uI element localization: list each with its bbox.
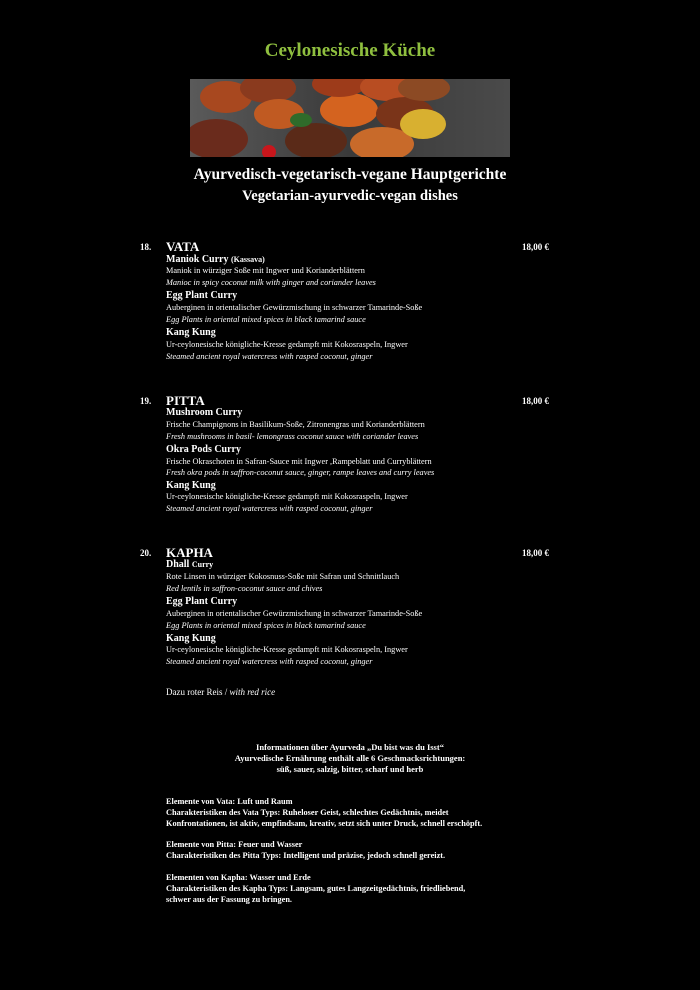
- dish-description-en: Steamed ancient royal watercress with rasped coconut, ginger: [166, 504, 373, 513]
- section-price: 18,00 €: [522, 548, 549, 558]
- section-price: 18,00 €: [522, 242, 549, 252]
- section-name: PITTA: [166, 393, 205, 408]
- dish-description-en: Steamed ancient royal watercress with rasped coconut, ginger: [166, 657, 373, 666]
- dish-description-en: Manioc in spicy coconut milk with ginger and coriander leaves: [166, 278, 376, 287]
- pitta-elements: Elemente von Pitta: Feuer und Wasser: [166, 840, 303, 849]
- ayurveda-info-line: süß, sauer, salzig, bitter, scharf und herb: [276, 764, 424, 774]
- dish-description-de: Auberginen in orientalischer Gewürzmischung in schwarzer Tamarinde-Soße: [166, 609, 423, 618]
- rice-note: Dazu roter Reis / with red rice: [166, 687, 276, 697]
- dish-description-de: Frische Okraschoten in Safran-Sauce mit Ingwer ,Rampeblatt und Curryblättern: [166, 457, 432, 466]
- dish-description-en: Red lentils in saffron-coconut sauce and chives: [166, 584, 323, 593]
- dish-description-de: Ur-ceylonesische königliche-Kresse gedampft mit Kokosraspeln, Ingwer: [166, 492, 408, 501]
- dish-description-de: Ur-ceylonesische königliche-Kresse gedampft mit Kokosraspeln, Ingwer: [166, 340, 408, 349]
- dish-description-en: Egg Plants in oriental mixed spices in black tamarind sauce: [166, 621, 366, 630]
- kapha-elements: Elementen von Kapha: Wasser und Erde: [166, 873, 311, 882]
- dish-description-de: Ur-ceylonesische königliche-Kresse gedampft mit Kokosraspeln, Ingwer: [166, 645, 408, 654]
- kapha-characteristics: schwer aus der Fassung zu bringen.: [166, 895, 293, 904]
- dish-description-de: Frische Champignons in Basilikum-Soße, Zitronengras und Korianderblättern: [166, 420, 425, 429]
- dish-description-en: Fresh okra pods in saffron-coconut sauce, ginger, rampe leaves and curry leaves: [166, 468, 435, 477]
- section-name: VATA: [166, 239, 200, 254]
- section-number: 19.: [140, 396, 152, 406]
- menu-title: Ceylonesische Küche: [264, 40, 436, 61]
- dish-name: Kang Kung: [166, 633, 216, 644]
- vata-characteristics: Charakteristiken des Vata Typs: Ruheloser Geist, schlechtes Gedächtnis, meidet: [166, 808, 449, 817]
- vata-characteristics: Konfrontationen, ist aktiv, empfindsam, kreativ, setzt sich unter Druck, schnell erschöpft.: [166, 819, 483, 828]
- dish-name: Maniok Curry (Kassava): [166, 254, 265, 265]
- spice-bowls-photo: [190, 79, 510, 157]
- dish-description-en: Steamed ancient royal watercress with rasped coconut, ginger: [166, 352, 373, 361]
- dish-name: Kang Kung: [166, 480, 216, 491]
- dish-description-de: Auberginen in orientalischer Gewürzmischung in schwarzer Tamarinde-Soße: [166, 303, 423, 312]
- ayurveda-info-title: Informationen über Ayurveda „Du bist was du Isst“: [256, 742, 444, 752]
- pitta-characteristics: Charakteristiken des Pitta Typs: Intelligent und präzise, jedoch schnell gereizt.: [166, 851, 446, 860]
- section-number: 18.: [140, 242, 152, 252]
- ayurveda-info-line: Ayurvedische Ernährung enthält alle 6 Geschmacksrichtungen:: [234, 753, 466, 763]
- section-price: 18,00 €: [522, 396, 549, 406]
- section-number: 20.: [140, 548, 152, 558]
- dish-description-en: Egg Plants in oriental mixed spices in black tamarind sauce: [166, 315, 366, 324]
- dish-name: Kang Kung: [166, 327, 216, 338]
- dish-name: Egg Plant Curry: [166, 596, 238, 607]
- dish-description-en: Fresh mushrooms in basil- lemongrass coconut sauce with coriander leaves: [166, 432, 419, 441]
- kapha-characteristics: Charakteristiken des Kapha Typs: Langsam, gutes Langzeitgedächtnis, friedliebend,: [166, 884, 466, 893]
- dish-description-de: Maniok in würziger Soße mit Ingwer und Korianderblättern: [166, 266, 365, 275]
- section-name: KAPHA: [166, 545, 213, 560]
- vata-elements: Elemente von Vata: Luft und Raum: [166, 797, 293, 806]
- heading-english: Vegetarian-ayurvedic-vegan dishes: [242, 188, 458, 204]
- dish-name: Dhall Curry: [166, 559, 214, 570]
- dish-name: Egg Plant Curry: [166, 290, 238, 301]
- dish-description-de: Rote Linsen in würziger Kokosnuss-Soße mit Safran und Schnittlauch: [166, 572, 400, 581]
- dish-name: Okra Pods Curry: [166, 444, 241, 455]
- heading-german: Ayurvedisch-vegetarisch-vegane Hauptgerichte: [193, 166, 507, 183]
- dish-name: Mushroom Curry: [166, 407, 243, 418]
